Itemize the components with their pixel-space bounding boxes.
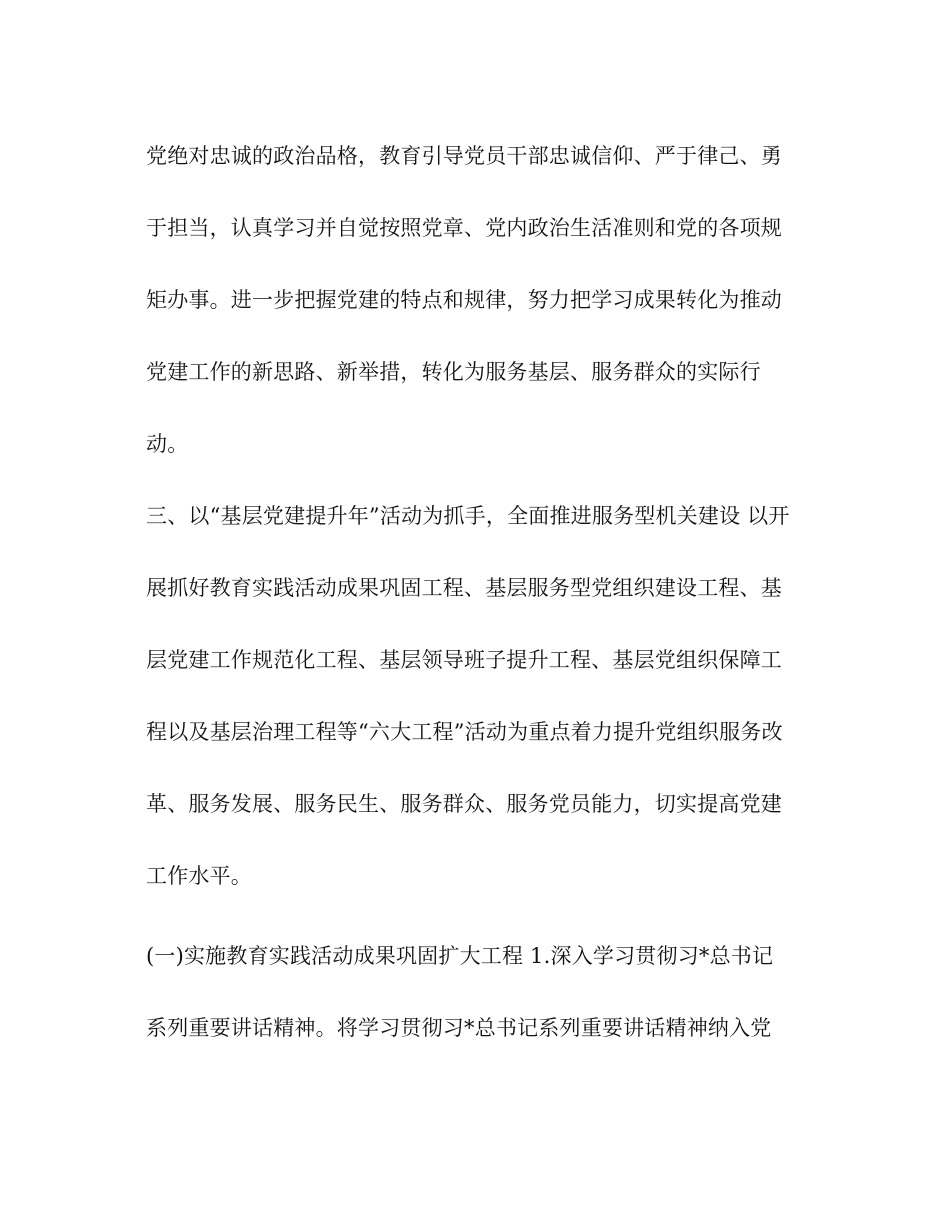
text-line: 于担当，认真学习并自觉按照党章、党内政治生活准则和党的各项规 <box>146 216 782 240</box>
text-line: 系列重要讲话精神。将学习贯彻习*总书记系列重要讲话精神纳入党 <box>146 1016 772 1040</box>
text-line: 党绝对忠诚的政治品格，教育引导党员干部忠诚信仰、严于律己、勇 <box>146 144 782 168</box>
text-line: 革、服务发展、服务民生、服务群众、服务党员能力，切实提高党建 <box>146 792 782 816</box>
section-heading: 三、以“基层党建提升年”活动为抓手，全面推进服务型机关建设 以开 <box>146 504 790 528</box>
text-line: 工作水平。 <box>146 864 252 888</box>
text-line: 程以及基层治理工程等“六大工程”活动为重点着力提升党组织服务改 <box>146 720 783 744</box>
subsection-heading: (一)实施教育实践活动成果巩固扩大工程 1.深入学习贯彻习*总书记 <box>146 944 774 968</box>
text-line: 层党建工作规范化工程、基层领导班子提升工程、基层党组织保障工 <box>146 648 782 672</box>
text-line: 动。 <box>146 432 189 456</box>
text-line: 展抓好教育实践活动成果巩固工程、基层服务型党组织建设工程、基 <box>146 576 782 600</box>
text-line: 矩办事。进一步把握党建的特点和规律，努力把学习成果转化为推动 <box>146 288 782 312</box>
text-line: 党建工作的新思路、新举措，转化为服务基层、服务群众的实际行 <box>146 360 761 384</box>
